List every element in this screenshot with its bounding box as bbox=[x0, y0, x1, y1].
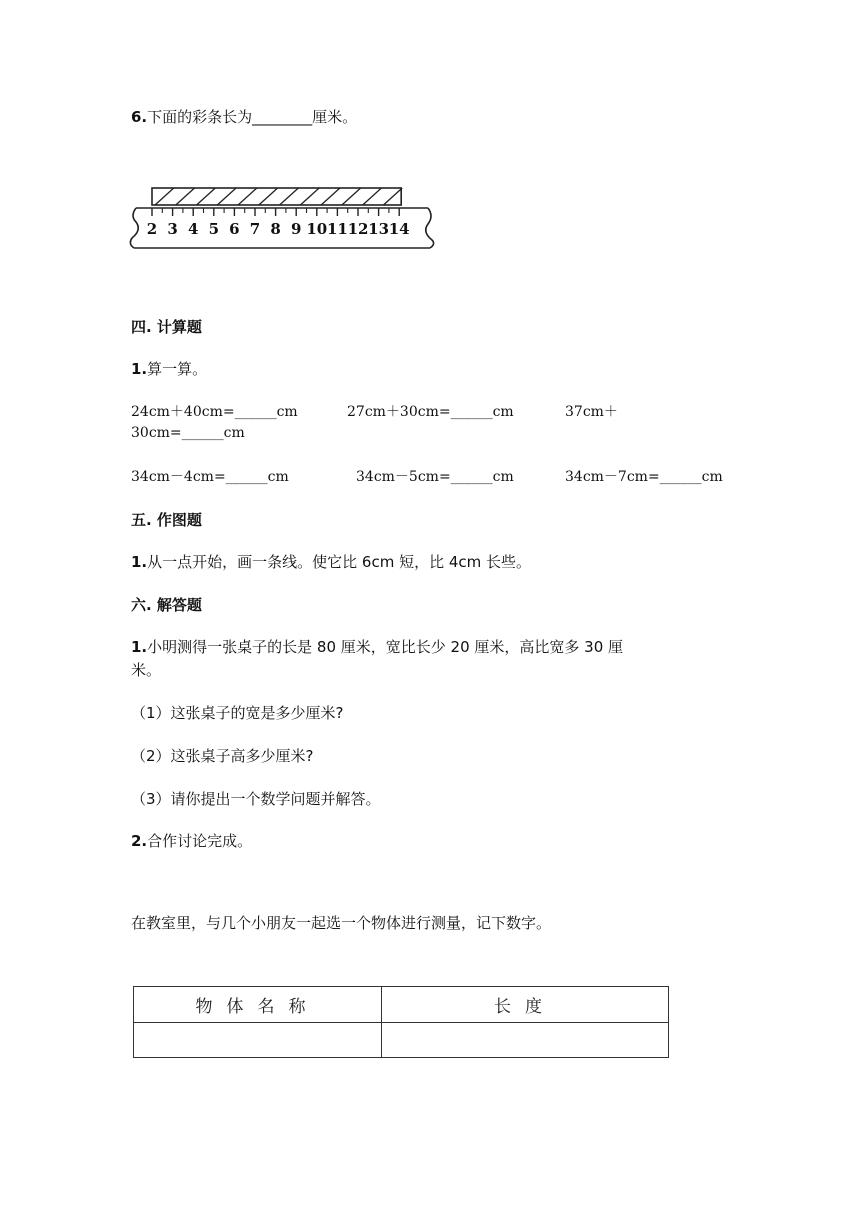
measure-instruction: 在教室里，与几个小朋友一起选一个物体进行测量，记下数字。 bbox=[131, 914, 552, 932]
question-number: 1. bbox=[131, 638, 148, 656]
section-6-title: 六. 解答题 bbox=[131, 596, 202, 614]
section-4-question-1 bbox=[131, 358, 207, 379]
section-5-question-1 bbox=[131, 551, 531, 572]
calc-item-3: 37cm＋ bbox=[565, 404, 618, 420]
color-bar bbox=[152, 188, 402, 205]
color-bar-hatch bbox=[300, 188, 319, 205]
calc-item-3-wrap: 30cm=______cm bbox=[131, 425, 245, 441]
sub-question-3: （3）请你提出一个数学问题并解答。 bbox=[131, 790, 381, 808]
calc-item-1: 24cm＋40cm=______cm bbox=[131, 404, 298, 420]
calc-item-5: 34cm－5cm=______cm bbox=[356, 469, 514, 485]
header-object-name: 物体名称 bbox=[134, 987, 382, 1023]
color-bar-hatch bbox=[342, 188, 361, 205]
question-text-line-2: 米。 bbox=[131, 661, 162, 679]
question-6 bbox=[131, 106, 357, 127]
color-bar-hatch bbox=[197, 188, 216, 205]
section-6-question-2 bbox=[131, 830, 252, 851]
color-bar-outline bbox=[152, 188, 401, 205]
color-bar-hatch bbox=[280, 188, 299, 205]
color-bar-hatch bbox=[259, 188, 278, 205]
table-header-row bbox=[134, 987, 669, 1023]
measurement-table bbox=[133, 986, 669, 1058]
question-number: 1. bbox=[131, 360, 148, 378]
color-bar-hatch bbox=[217, 188, 236, 205]
calc-item-4: 34cm－4cm=______cm bbox=[131, 469, 289, 485]
color-bar-hatch bbox=[383, 188, 402, 205]
question-text: 算一算。 bbox=[147, 360, 208, 378]
calc-item-2: 27cm＋30cm=______cm bbox=[347, 404, 514, 420]
ruler-figure bbox=[128, 180, 438, 252]
question-text: 下面的彩条长为________厘米。 bbox=[147, 108, 358, 126]
ruler-tick-label: 4 bbox=[187, 220, 199, 238]
section-6-question-1 bbox=[131, 636, 623, 657]
color-bar-hatch bbox=[238, 188, 257, 205]
ruler-right-break bbox=[426, 208, 434, 248]
color-bar-hatch bbox=[363, 188, 382, 205]
ruler-left-break bbox=[130, 208, 138, 248]
ruler-tick-label: 6 bbox=[229, 220, 240, 238]
ruler-tick-label: 13 bbox=[368, 220, 390, 238]
ruler-tick-label: 9 bbox=[290, 220, 302, 238]
question-text: 从一点开始，画一条线。使它比 6cm 短，比 4cm 长些。 bbox=[147, 553, 532, 571]
ruler-tick-label: 12 bbox=[347, 220, 369, 238]
cell-object-name[interactable] bbox=[134, 1022, 382, 1058]
ruler-tick-label: 11 bbox=[326, 220, 348, 238]
ruler-tick-label: 8 bbox=[270, 220, 281, 238]
table-row bbox=[134, 1022, 669, 1058]
question-number: 2. bbox=[131, 832, 148, 850]
ruler-tick-label: 2 bbox=[146, 220, 158, 238]
color-bar-hatch bbox=[155, 188, 174, 205]
question-number: 1. bbox=[131, 553, 148, 571]
sub-question-1: （1）这张桌子的宽是多少厘米? bbox=[131, 704, 344, 722]
ruler-tick-label: 3 bbox=[167, 220, 178, 238]
sub-question-2: （2）这张桌子高多少厘米? bbox=[131, 747, 314, 765]
question-number: 6. bbox=[131, 108, 148, 126]
ruler-tick-label: 10 bbox=[306, 220, 328, 238]
question-text-line-1: 小明测得一张桌子的长是 80 厘米，宽比长少 20 厘米，高比宽多 30 厘 bbox=[147, 638, 624, 656]
question-text: 合作讨论完成。 bbox=[147, 832, 253, 850]
section-4-title: 四. 计算题 bbox=[131, 318, 202, 336]
ruler-tick-label: 5 bbox=[208, 220, 220, 238]
header-length: 长度 bbox=[382, 987, 669, 1023]
calc-item-6: 34cm－7cm=______cm bbox=[565, 469, 723, 485]
section-5-title: 五. 作图题 bbox=[131, 511, 202, 529]
cell-length[interactable] bbox=[382, 1022, 669, 1058]
ruler-tick-label: 14 bbox=[388, 220, 410, 238]
color-bar-hatch bbox=[321, 188, 340, 205]
ruler-tick-label: 7 bbox=[249, 220, 261, 238]
ruler-ticks bbox=[147, 208, 410, 238]
color-bar-hatch bbox=[176, 188, 195, 205]
